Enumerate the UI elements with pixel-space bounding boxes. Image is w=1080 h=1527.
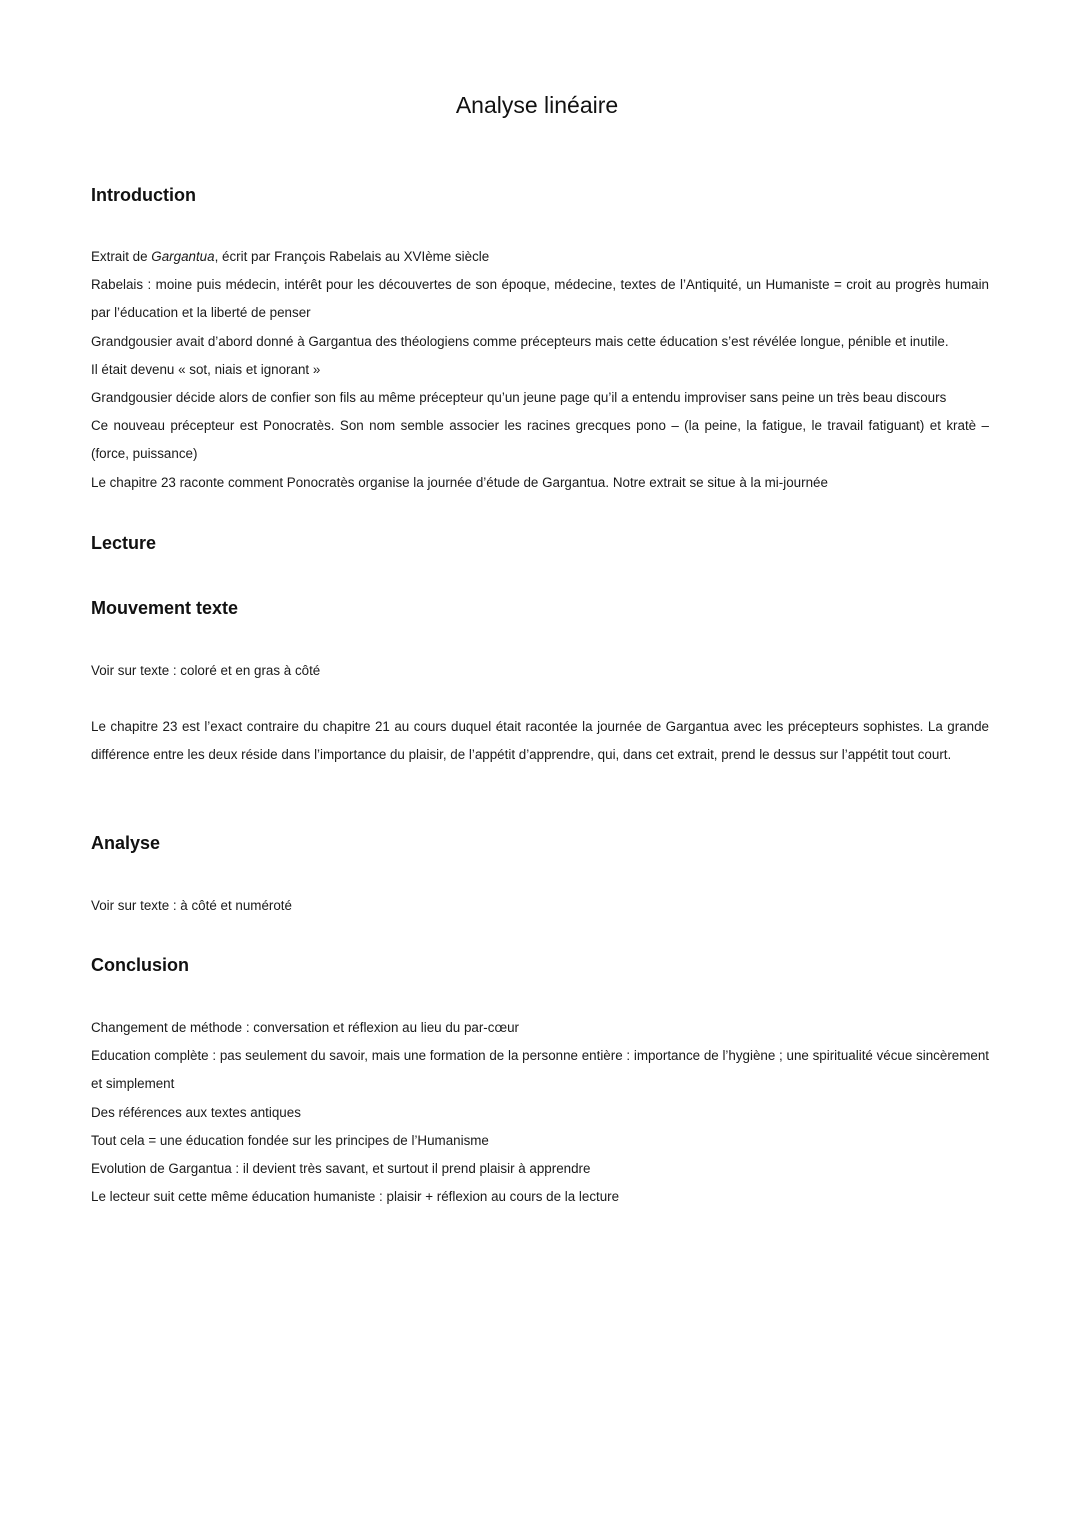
mouvement-note-text: Voir sur texte : coloré et en gras à côté	[91, 663, 321, 678]
source-suffix: , écrit par François Rabelais au XVIème siècle	[214, 249, 490, 264]
conclusion-item: Des références aux textes antiques	[91, 1104, 301, 1120]
introduction-paragraph: Grandgousier décide alors de confier son fils au même précepteur qu’un jeune page qu’il a entendu improviser sans peine un très beau discours	[91, 390, 947, 406]
conclusion-item: Tout cela = une éducation fondée sur les principes de l’Humanisme	[91, 1132, 489, 1148]
introduction-body	[91, 243, 989, 497]
conclusion-item: Le lecteur suit cette même éducation humaniste : plaisir + réflexion au cours de la lecture	[91, 1189, 620, 1205]
introduction-paragraph: Le chapitre 23 raconte comment Ponocratès organise la journée d’étude de Gargantua. Notre extrait se situe à la mi-journée	[91, 474, 828, 490]
section-heading-lecture: Lecture	[91, 533, 157, 553]
section-heading-introduction: Introduction	[91, 185, 196, 205]
mouvement-note	[91, 657, 989, 685]
document-title: Analyse linéaire	[455, 92, 619, 118]
introduction-paragraph: Rabelais : moine puis médecin, intérêt pour les découvertes de son époque, médecine, textes de l’Antiquité, un Humaniste = croit au progrès humain par l’éducation et la liberté de penser	[91, 277, 989, 321]
section-heading-mouvement: Mouvement texte	[91, 598, 239, 618]
mouvement-paragraph-text: Le chapitre 23 est l’exact contraire du chapitre 21 au cours duquel était racontée la journée de Gargantua avec les précepteurs sophistes. La grande différence entre les deux réside dans l’importance du plaisir, de l’appétit d’apprendre, qui, dans cet extrait, prend le dessus sur l’appétit tout court.	[91, 719, 989, 763]
introduction-paragraph: Grandgousier avait d’abord donné à Gargantua des théologiens comme précepteurs mais cette éducation s’est révélée longue, pénible et inutile.	[91, 333, 949, 349]
analyse-note	[91, 892, 989, 920]
conclusion-item: Changement de méthode : conversation et réflexion au lieu du par-cœur	[91, 1020, 519, 1035]
introduction-paragraph: Ce nouveau précepteur est Ponocratès. Son nom semble associer les racines grecques pono – (la peine, la fatigue, le travail fatiguant) et kratè – (force, puissance)	[91, 418, 989, 462]
introduction-line-source	[91, 243, 989, 271]
work-title: Gargantua	[151, 249, 215, 264]
section-heading-analyse: Analyse	[91, 833, 161, 853]
section-heading-conclusion: Conclusion	[91, 955, 189, 975]
introduction-paragraph: Il était devenu « sot, niais et ignorant »	[91, 361, 321, 377]
conclusion-item: Evolution de Gargantua : il devient très savant, et surtout il prend plaisir à apprendre	[91, 1161, 591, 1177]
analyse-note-text: Voir sur texte : à côté et numéroté	[91, 898, 292, 913]
mouvement-paragraph	[91, 713, 989, 769]
conclusion-body	[91, 1014, 989, 1211]
source-prefix: Extrait de	[91, 249, 152, 264]
conclusion-item: Education complète : pas seulement du savoir, mais une formation de la personne entière : importance de l’hygiène ; une spiritualité vécue sincèrement et simplement	[91, 1048, 989, 1092]
